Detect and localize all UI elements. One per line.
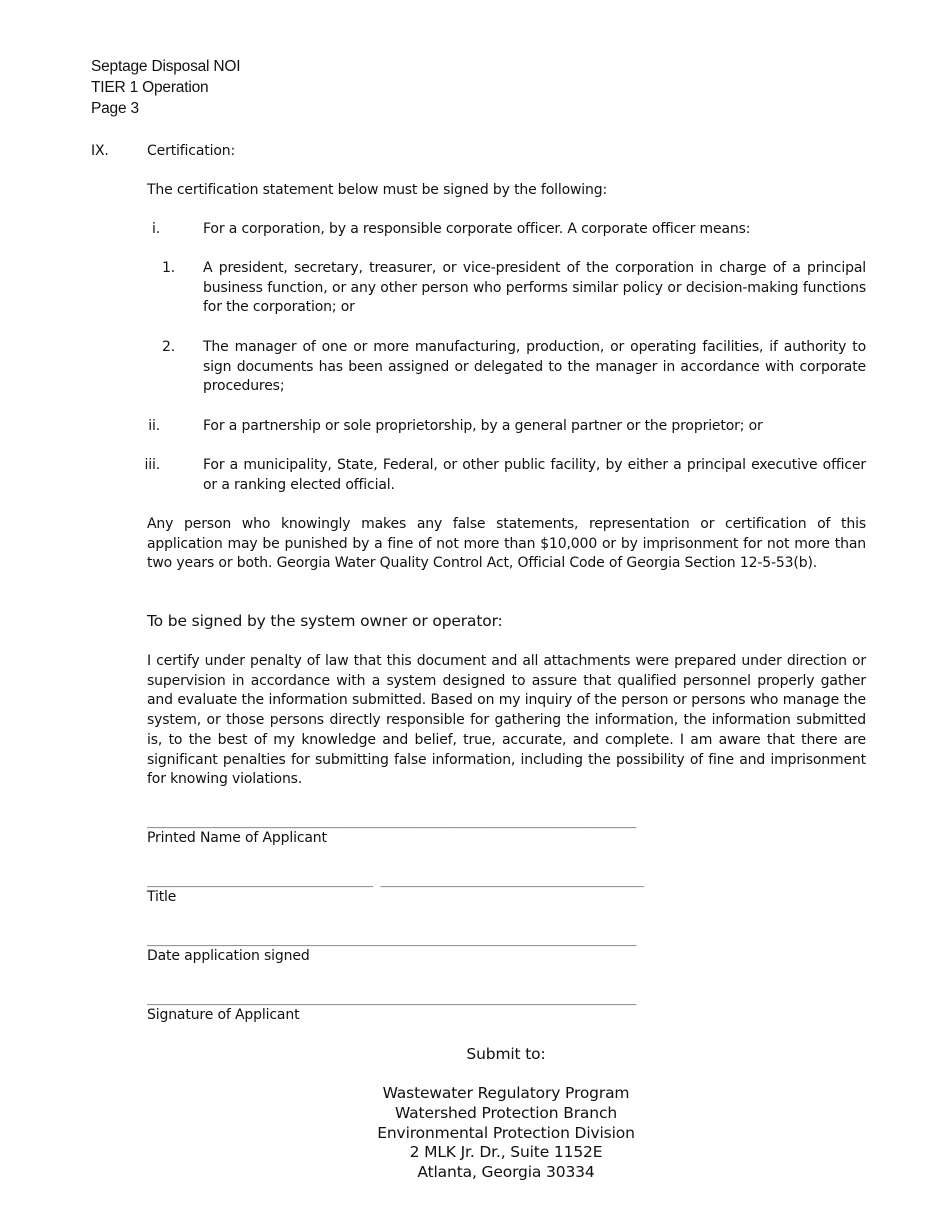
section-number: IX. xyxy=(91,143,109,159)
list-marker: 2. xyxy=(161,339,175,355)
penalty-notice: Any person who knowingly makes any false statements, representation or certification of this application may be punished by a fine of not more than $10,000 or by imprisonment for not more than two years or both. Georgia Water Quality Control Act, Official Code of Georgia Section 12-5-53(b). xyxy=(147,516,866,572)
list-item: For a municipality, State, Federal, or other public facility, by either a principal executive officer or a ranking elected official. xyxy=(203,457,866,493)
title-label: Title xyxy=(147,889,177,905)
list-item: A president, secretary, treasurer, or vice-president of the corporation in charge of a principal business function, or any other person who performs similar policy or decision-making functions for the corporation; or xyxy=(203,260,866,316)
printed-name-line[interactable]: _________________________________________________________________ xyxy=(147,814,637,829)
list-item: The manager of one or more manufacturing, production, or operating facilities, if authority to sign documents has been assigned or delegated to the manager in accordance with corporate procedures; xyxy=(203,339,866,395)
date-signed-line[interactable]: _________________________________________________________________ xyxy=(147,932,637,947)
list-item: For a corporation, by a responsible corporate officer. A corporate officer means: xyxy=(203,221,751,237)
printed-name-label: Printed Name of Applicant xyxy=(147,830,327,846)
submit-heading: Submit to: xyxy=(466,1045,546,1063)
address-line: 2 MLK Jr. Dr., Suite 1152E xyxy=(409,1143,603,1161)
section-title: Certification: xyxy=(147,143,236,159)
list-marker: 1. xyxy=(161,260,175,276)
doc-header-subtitle: TIER 1 Operation xyxy=(91,79,209,96)
doc-header-title: Septage Disposal NOI xyxy=(91,58,241,75)
list-marker: iii. xyxy=(144,457,160,473)
signer-heading: To be signed by the system owner or operator: xyxy=(147,612,503,630)
certification-statement: I certify under penalty of law that this document and all attachments were prepared under direction or supervision in accordance with a system designed to assure that qualified personnel properly gather and evaluate the information submitted. Based on my inquiry of the person or persons who manage the system, or those persons directly responsible for gathering the information, the information submitted is, to the best of my knowledge and belief, true, accurate, and complete. I am aware that there are significant penalties for submitting false information, including the possibility of fine and imprisonment for knowing violations. xyxy=(147,653,866,788)
list-marker: i. xyxy=(151,221,160,237)
doc-header-page-number: Page 3 xyxy=(91,100,139,117)
signature-line[interactable]: _________________________________________________________________ xyxy=(147,991,637,1006)
address-line: Atlanta, Georgia 30334 xyxy=(417,1163,595,1181)
title-line[interactable]: ______________________________ ___________________________________ xyxy=(147,873,644,888)
list-item: For a partnership or sole proprietorship, by a general partner or the proprietor; or xyxy=(203,418,763,434)
address-line: Watershed Protection Branch xyxy=(395,1104,617,1122)
date-signed-label: Date application signed xyxy=(147,948,310,964)
signature-label: Signature of Applicant xyxy=(147,1007,300,1023)
list-marker: ii. xyxy=(148,418,160,434)
address-line: Wastewater Regulatory Program xyxy=(382,1084,630,1102)
address-line: Environmental Protection Division xyxy=(377,1124,635,1142)
certification-intro: The certification statement below must be signed by the following: xyxy=(147,182,608,198)
